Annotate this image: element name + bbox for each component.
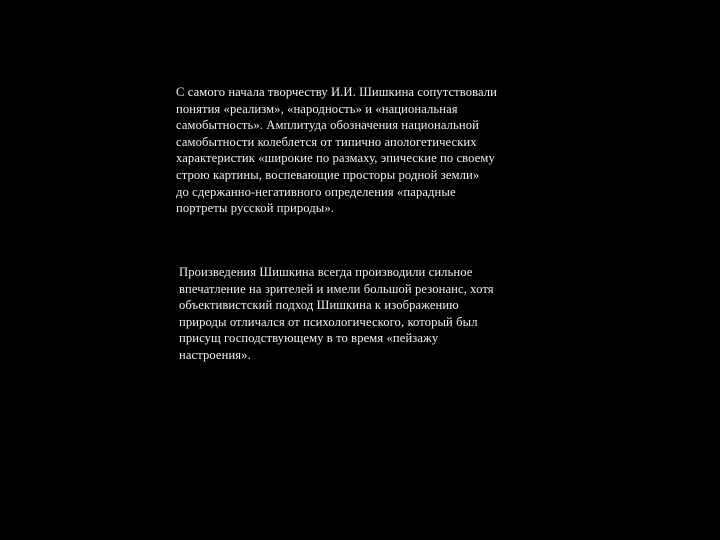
paragraph-impression-on-viewers: Произведения Шишкина всегда производили сильное впечатление на зрителей и имели большой резонанс, хотя объективистский подход Шишкина к изображению природы отличался от психологического, который был присущ господствующему в то время «пейзажу настроения». [179,265,494,362]
paragraph-realism-and-national-identity: С самого начала творчеству И.И. Шишкина сопутствовали понятия «реализм», «народность» и «национальная самобытность». Амплитуда обозначения национальной самобытности колеблется от типично апологетических характеристик «широкие по размаху, эпические по своему строю картины, воспевающие просторы родной земли» до сдержанно-негативного определения «парадные портреты русской природы». [176,85,498,216]
